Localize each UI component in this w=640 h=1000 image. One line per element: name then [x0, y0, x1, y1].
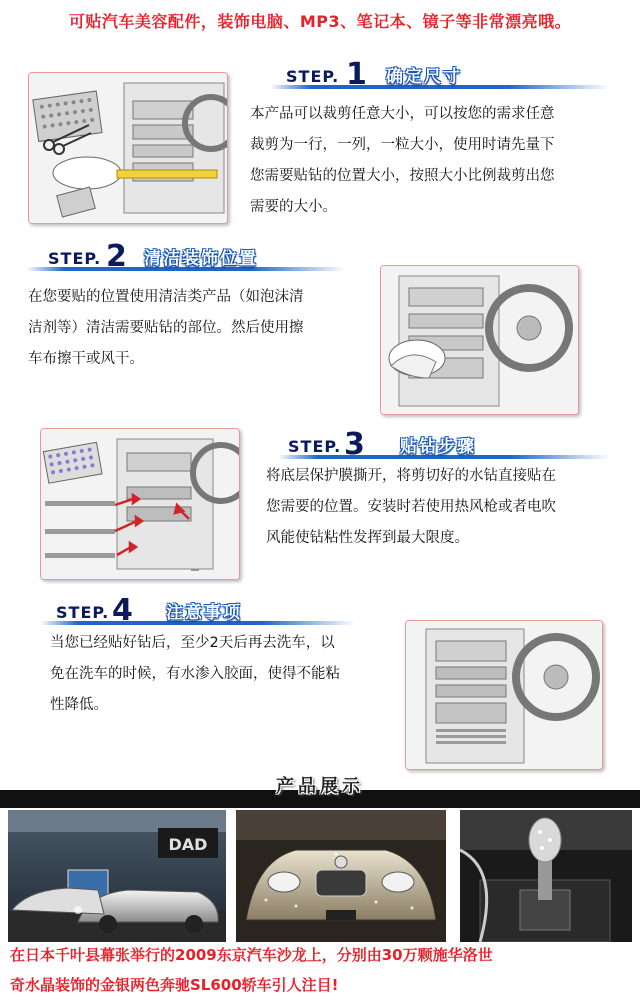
caption-line: 奇水晶装饰的金银两色奔驰SL600轿车引人注目! [10, 976, 339, 994]
dad-logo: DAD [168, 835, 208, 854]
step2-line: 在您要贴的位置使用清洁类产品（如泡沫清 [28, 289, 304, 305]
step1-word: STEP. [286, 67, 340, 86]
step1-line: 需要的大小。 [250, 199, 337, 215]
step2-illustration [380, 265, 579, 415]
top-banner: 可贴汽车美容配件，装饰电脑、MP3、笔记本、镜子等非常漂亮哦。 [68, 12, 572, 31]
step3-number: 3 [344, 427, 365, 462]
step4-word: STEP. [56, 603, 110, 622]
step4-line: 性降低。 [50, 697, 108, 713]
showcase-photo-exhibition [8, 810, 226, 942]
step2-header [26, 239, 346, 274]
step3-text [266, 461, 636, 554]
step3-line: 风能使钻粘性发挥到最大限度。 [266, 530, 469, 546]
step3-line: 您需要的位置。安装时若使用热风枪或者电吹 [266, 499, 556, 515]
step4-header [40, 593, 356, 628]
step4-text [50, 628, 396, 721]
step4-illustration [405, 620, 603, 770]
step2-line: 车布擦干或风干。 [28, 351, 144, 367]
step3-line: 将底层保护膜撕开，将剪切好的水钻直接贴在 [266, 468, 556, 484]
showcase-photo-crystal-car [236, 810, 446, 942]
showcase-caption [10, 940, 635, 1000]
step2-number: 2 [106, 239, 127, 274]
step2-line: 洁剂等）清洁需要贴钻的部位。然后使用擦 [28, 320, 304, 336]
step2-word: STEP. [48, 249, 102, 268]
step3-word: STEP. [288, 437, 342, 456]
caption-line: 在日本千叶县幕张举行的2009东京汽车沙龙上，分别由30万颗施华洛世 [10, 946, 493, 964]
step3-illustration [40, 428, 240, 580]
step1-line: 本产品可以裁剪任意大小，可以按您的需求任意 [250, 106, 555, 122]
step4-title: 注意事项 [166, 603, 242, 623]
step1-header [270, 57, 610, 92]
step1-illustration [28, 72, 228, 224]
step4-number: 4 [112, 593, 133, 628]
step4-line: 当您已经贴好钻后，至少2天后再去洗车，以 [50, 635, 335, 651]
step1-number: 1 [346, 57, 367, 92]
step2-title: 清洁装饰位置 [144, 249, 258, 269]
step1-title: 确定尺寸 [386, 67, 462, 87]
step3-title: 贴钻步骤 [400, 437, 476, 457]
step1-text [250, 99, 630, 223]
step3-header [278, 427, 610, 462]
showcase-title: 产品展示 [276, 776, 364, 797]
step1-line: 裁剪为一行，一列，一粒大小，使用时请先量下 [250, 137, 555, 153]
step1-line: 您需要贴钻的位置大小，按照大小比例裁剪出您 [250, 168, 555, 184]
showcase-photo-gear-shifter [460, 810, 632, 942]
step2-text [28, 282, 368, 375]
step4-line: 免在洗车的时候，有水渗入胶面，使得不能粘 [50, 666, 340, 682]
